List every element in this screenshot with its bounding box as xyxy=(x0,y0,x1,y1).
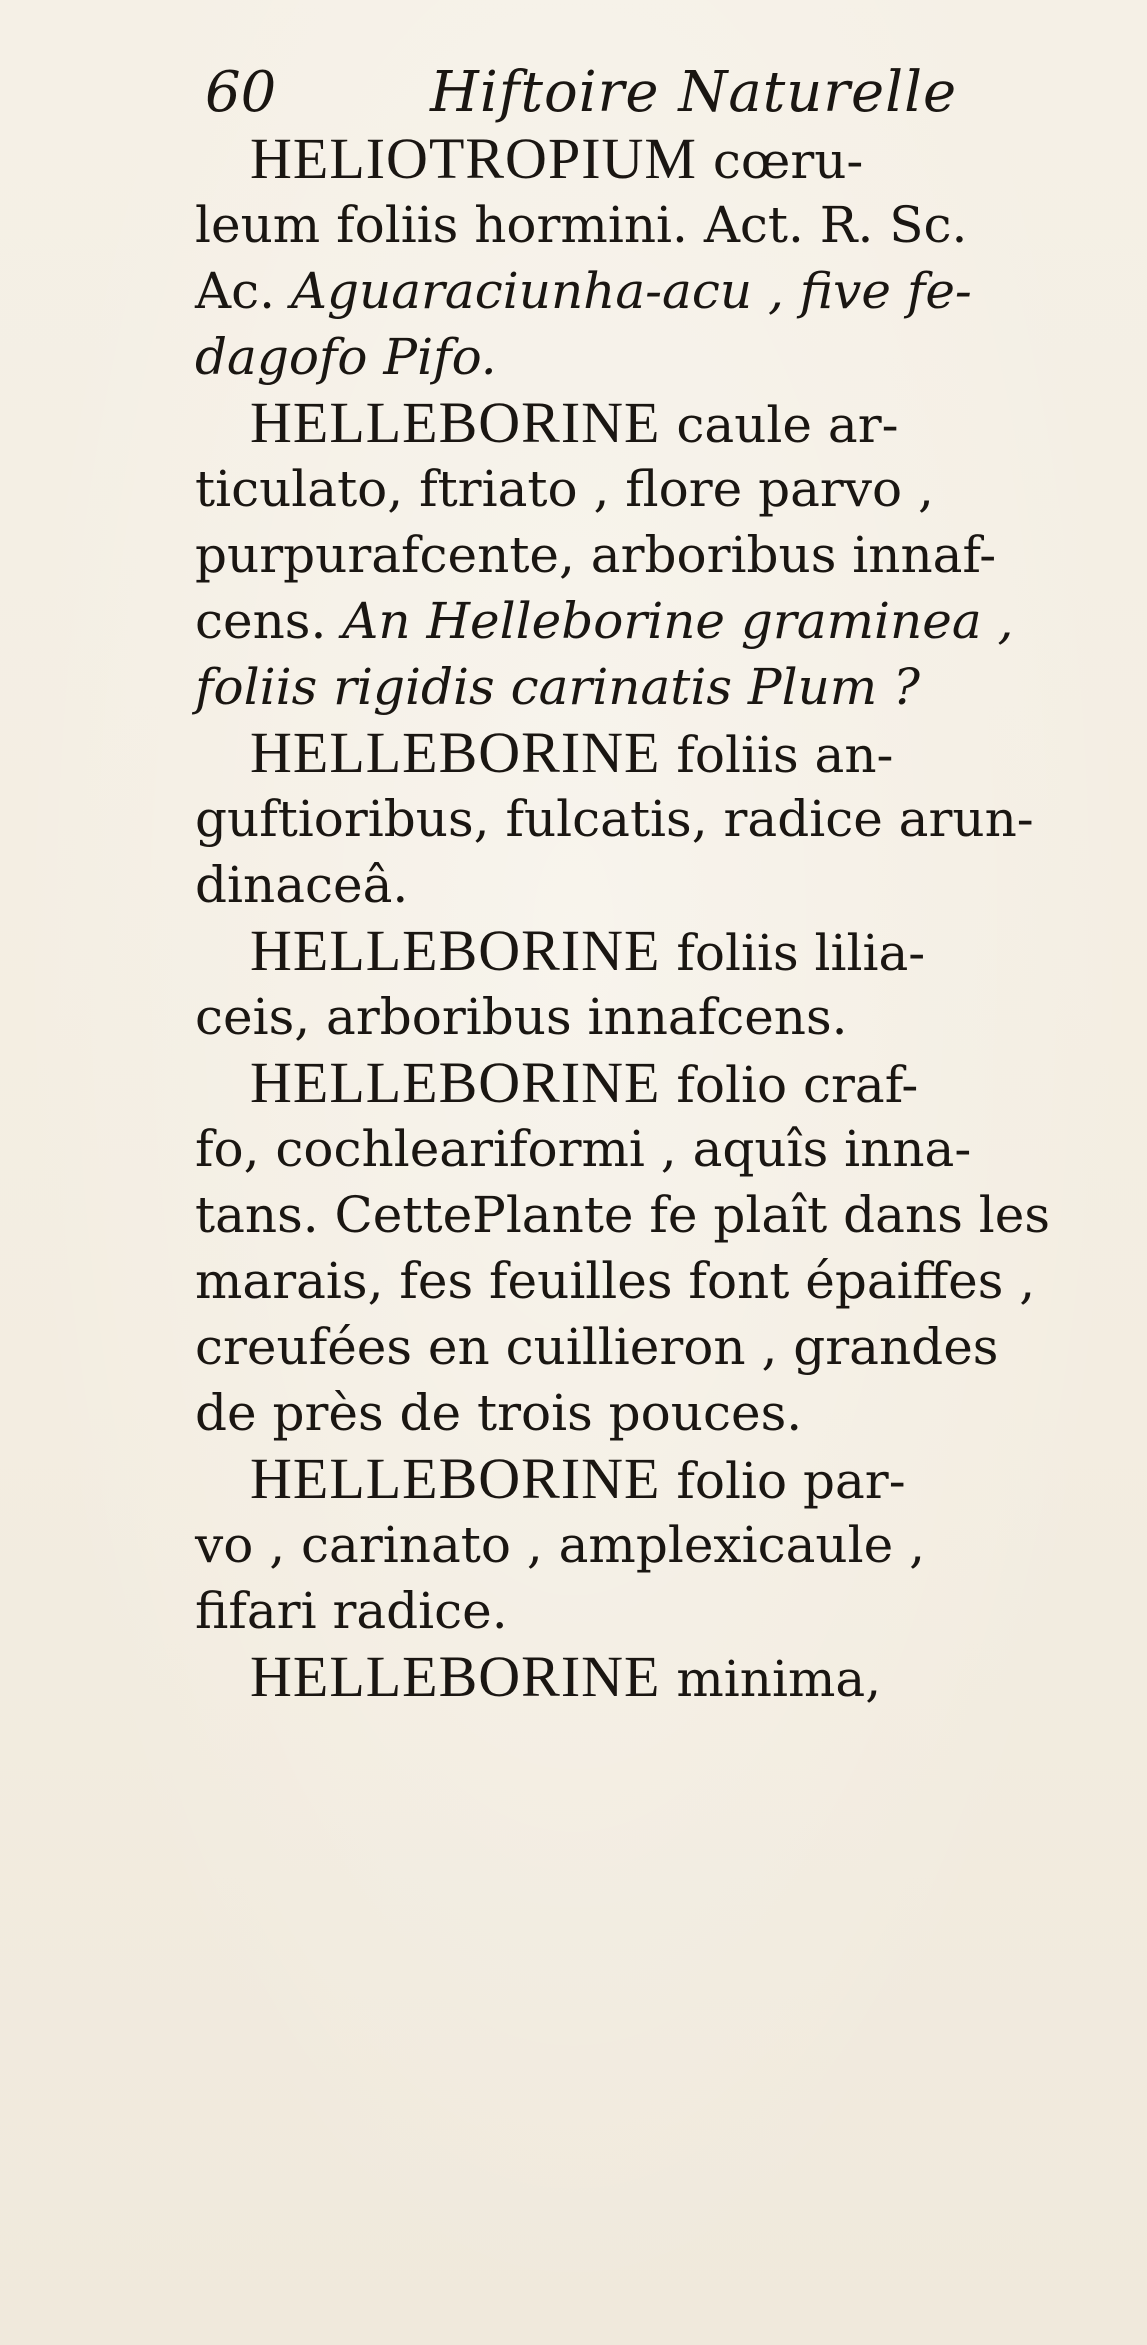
text-line xyxy=(195,522,1125,588)
line-text: folio par- xyxy=(660,1452,906,1510)
line-text: marais, fes feuilles font épaiffes , xyxy=(195,1252,1036,1310)
line-text: fifari radice. xyxy=(195,1582,508,1640)
helleborine-minima-entry xyxy=(195,1644,1125,1710)
line-text: Ac. xyxy=(195,262,291,320)
line-text: tans. CettePlante fe plaît dans les xyxy=(195,1186,1050,1244)
text-line xyxy=(195,720,1125,786)
text-line xyxy=(195,1644,1125,1710)
line-text: foliis lilia- xyxy=(660,924,926,982)
entry-headword: HELIOTROPIUM xyxy=(250,126,697,191)
line-text: cens. xyxy=(195,592,343,650)
text-line xyxy=(195,1380,1125,1446)
line-text: fo, cochleariformi , aquîs inna- xyxy=(195,1120,972,1178)
entry-headword: HELLEBORINE xyxy=(250,1644,661,1709)
helleborine-folio-parvo-entry xyxy=(195,1446,1125,1644)
text-line xyxy=(195,390,1125,456)
text-line xyxy=(195,1182,1125,1248)
text-line xyxy=(195,1512,1125,1578)
text-line xyxy=(195,192,1125,258)
text-line xyxy=(195,1116,1125,1182)
line-text: purpurafcente, arboribus innaf- xyxy=(195,526,997,584)
line-text: ticulato, ftriato , flore parvo , xyxy=(195,460,934,518)
text-line xyxy=(195,456,1125,522)
entry-headword: HELLEBORINE xyxy=(250,720,661,785)
entry-headword: HELLEBORINE xyxy=(250,1050,661,1115)
line-text: minima, xyxy=(660,1650,882,1708)
line-text: creufées en cuillieron , grandes xyxy=(195,1318,999,1376)
text-line xyxy=(195,588,1125,654)
line-text: foliis rigidis carinatis Plum ? xyxy=(195,658,920,716)
text-line xyxy=(195,984,1125,1050)
line-text: ceis, arboribus innafcens. xyxy=(195,988,848,1046)
text-line xyxy=(195,258,1125,324)
heliotropium-entry xyxy=(195,126,1125,390)
page-number: 60 xyxy=(205,60,277,125)
line-text: de près de trois pouces. xyxy=(195,1384,803,1442)
line-text: guftioribus, fulcatis, radice arun- xyxy=(195,790,1034,848)
line-text: Aguaraciunha-acu , five fe- xyxy=(290,262,972,320)
text-line xyxy=(195,918,1125,984)
text-line xyxy=(195,324,1125,390)
text-line xyxy=(195,1446,1125,1512)
line-text: cœru- xyxy=(696,132,864,190)
line-text: foliis an- xyxy=(660,726,894,784)
text-line xyxy=(195,126,1125,192)
helleborine-liliaceis-entry xyxy=(195,918,1125,1050)
entry-list xyxy=(195,126,1125,1710)
line-text: An Helleborine graminea , xyxy=(342,592,1014,650)
entry-headword: HELLEBORINE xyxy=(250,390,661,455)
line-text: vo , carinato , amplexicaule , xyxy=(195,1516,926,1574)
text-line xyxy=(195,786,1125,852)
running-title: Hiftoire Naturelle xyxy=(430,60,958,125)
helleborine-caule-entry xyxy=(195,390,1125,720)
text-line xyxy=(195,852,1125,918)
text-line xyxy=(195,1314,1125,1380)
text-line xyxy=(195,1248,1125,1314)
line-text: dagofo Pifo. xyxy=(195,328,497,386)
text-line xyxy=(195,1578,1125,1644)
entry-headword: HELLEBORINE xyxy=(250,1446,661,1511)
line-text: folio craf- xyxy=(660,1056,919,1114)
text-line xyxy=(195,1050,1125,1116)
helleborine-folio-craffo-entry xyxy=(195,1050,1125,1446)
helleborine-angustioribus-entry xyxy=(195,720,1125,918)
line-text: leum foliis hormini. Act. R. Sc. xyxy=(195,196,968,254)
entry-headword: HELLEBORINE xyxy=(250,918,661,983)
line-text: caule ar- xyxy=(660,396,899,454)
text-line xyxy=(195,654,1125,720)
line-text: dinaceâ. xyxy=(195,856,409,914)
